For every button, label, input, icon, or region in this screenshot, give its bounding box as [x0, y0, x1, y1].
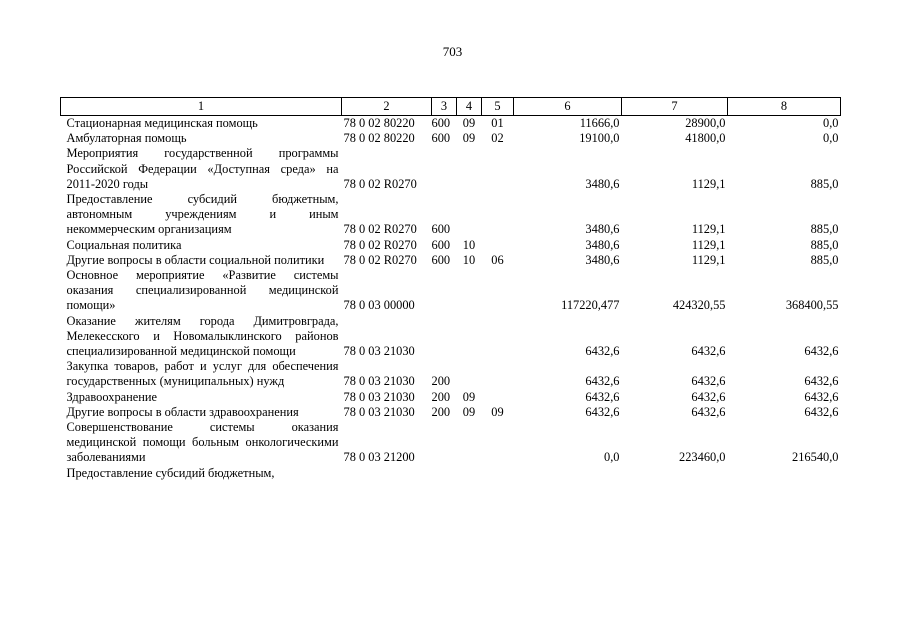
- target-code: 78 0 03 00000: [343, 298, 415, 313]
- table-row: [61, 146, 841, 192]
- row-name: Закупка товаров, работ и услуг для обеспечения государственных (муниципальных) нужд: [66, 359, 339, 389]
- amount-col8: 885,0: [810, 252, 839, 267]
- column-header-8: 8: [728, 98, 841, 116]
- table-row: [61, 390, 841, 405]
- expense-type: 600: [431, 131, 451, 146]
- amount-col8: 0,0: [823, 116, 839, 130]
- table-row: [61, 238, 841, 253]
- amount-col7: [622, 466, 728, 481]
- amount-col8: 885,0: [810, 222, 839, 237]
- row-name: Социальная политика: [66, 237, 182, 252]
- table-body: [61, 116, 841, 481]
- expense-type: 600: [431, 252, 451, 267]
- expense-type: 600: [431, 116, 451, 130]
- section: 09: [462, 131, 476, 146]
- subsection: 06: [491, 252, 504, 267]
- expense-type: [432, 420, 457, 466]
- table-row: [61, 253, 841, 268]
- amount-col6: 3480,6: [585, 252, 620, 267]
- amount-col7: 424320,55: [672, 298, 726, 313]
- expense-type: [432, 268, 457, 314]
- column-header-4: 4: [457, 98, 482, 116]
- row-name: Оказание жителям города Димитровграда, Мелекесского и Новомалыклинского районов специализированной медицинской помощи: [66, 313, 339, 359]
- section: [457, 466, 482, 481]
- section: 10: [462, 237, 476, 252]
- table-header-row: [61, 98, 841, 116]
- section: [457, 359, 482, 389]
- subsection: [482, 192, 514, 238]
- expense-type: [432, 466, 457, 481]
- expense-type: 200: [431, 374, 451, 389]
- amount-col7: 1129,1: [691, 237, 726, 252]
- amount-col7: 6432,6: [691, 344, 726, 359]
- target-code: 78 0 03 21030: [343, 374, 415, 389]
- target-code: 78 0 02 R0270: [343, 237, 417, 252]
- row-name: Совершенствование системы оказания медицинской помощи больным онкологическими заболеваниями: [66, 420, 339, 465]
- row-name: Другие вопросы в области социальной политики: [66, 252, 325, 267]
- row-name: Основное мероприятие «Развитие системы оказания специализированной медицинской помощи»: [66, 268, 339, 313]
- subsection: 02: [491, 131, 504, 146]
- amount-col6: 19100,0: [579, 131, 620, 146]
- subsection: [482, 390, 514, 405]
- amount-col7: 1129,1: [691, 252, 726, 267]
- table-row: [61, 405, 841, 420]
- row-name: Амбулаторная помощь: [66, 131, 187, 146]
- amount-col8: [728, 466, 841, 481]
- amount-col7: 6432,6: [691, 389, 726, 404]
- amount-col7: 1129,1: [691, 222, 726, 237]
- subsection: [482, 420, 514, 466]
- row-name: Мероприятия государственной программы Российской Федерации «Доступная среда» на 2011-2020 годы: [66, 146, 339, 191]
- amount-col8: 6432,6: [804, 344, 839, 359]
- table-row: [61, 314, 841, 360]
- row-name: Предоставление субсидий бюджетным,: [66, 465, 275, 480]
- table-row: [61, 359, 841, 389]
- amount-col6: 117220,477: [561, 298, 620, 313]
- amount-col6: 3480,6: [585, 237, 620, 252]
- section: 10: [462, 252, 476, 267]
- subsection: [482, 466, 514, 481]
- budget-table: [60, 97, 841, 481]
- subsection: 09: [491, 404, 504, 419]
- target-code: 78 0 03 21030: [343, 344, 415, 359]
- amount-col8: 6432,6: [804, 404, 839, 419]
- section: [457, 420, 482, 466]
- target-code: [342, 466, 432, 481]
- table-row: [61, 131, 841, 146]
- table-row: [61, 116, 841, 132]
- subsection: [482, 359, 514, 389]
- amount-col8: 885,0: [810, 237, 839, 252]
- amount-col7: 41800,0: [685, 131, 726, 146]
- section: 09: [462, 116, 476, 130]
- expense-type: 600: [431, 222, 451, 237]
- section: [457, 268, 482, 314]
- row-name: Стационарная медицинская помощь: [66, 116, 258, 130]
- expense-type: [432, 146, 457, 192]
- column-header-1: 1: [61, 98, 342, 116]
- section: 09: [462, 389, 476, 404]
- amount-col6: 3480,6: [585, 176, 620, 191]
- row-name: Предоставление субсидий бюджетным, автономным учреждениям и иным некоммерческим организациям: [66, 192, 339, 237]
- amount-col7: 6432,6: [691, 404, 726, 419]
- table-row: [61, 192, 841, 238]
- target-code: 78 0 03 21030: [343, 404, 415, 419]
- column-header-6: 6: [514, 98, 622, 116]
- amount-col8: 368400,55: [785, 298, 839, 313]
- amount-col6: 6432,6: [585, 389, 620, 404]
- row-name: Здравоохранение: [66, 389, 158, 404]
- target-code: 78 0 02 80220: [343, 116, 415, 130]
- expense-type: 200: [431, 404, 451, 419]
- amount-col6: 3480,6: [585, 222, 620, 237]
- amount-col7: 6432,6: [691, 374, 726, 389]
- amount-col6: 6432,6: [585, 374, 620, 389]
- amount-col7: 1129,1: [691, 176, 726, 191]
- amount-col8: 0,0: [823, 131, 839, 146]
- amount-col8: 6432,6: [804, 389, 839, 404]
- section: [457, 146, 482, 192]
- section: [457, 192, 482, 238]
- expense-type: [432, 314, 457, 360]
- page-number: 703: [442, 44, 463, 59]
- amount-col8: 885,0: [810, 176, 839, 191]
- section: [457, 314, 482, 360]
- subsection: [482, 146, 514, 192]
- column-header-2: 2: [342, 98, 432, 116]
- amount-col7: 223460,0: [679, 450, 726, 465]
- amount-col8: 216540,0: [792, 450, 839, 465]
- amount-col6: 6432,6: [585, 344, 620, 359]
- amount-col6: [514, 466, 622, 481]
- column-header-7: 7: [622, 98, 728, 116]
- target-code: 78 0 02 R0270: [343, 176, 417, 191]
- subsection: [482, 268, 514, 314]
- expense-type: 600: [431, 237, 451, 252]
- subsection: 01: [491, 116, 504, 130]
- row-name: Другие вопросы в области здравоохранения: [66, 404, 299, 419]
- subsection: [482, 238, 514, 253]
- table-row: [61, 420, 841, 466]
- table-row: [61, 268, 841, 314]
- amount-col8: 6432,6: [804, 374, 839, 389]
- column-header-5: 5: [482, 98, 514, 116]
- target-code: 78 0 03 21200: [343, 450, 415, 465]
- amount-col6: 11666,0: [579, 116, 620, 130]
- target-code: 78 0 02 R0270: [343, 252, 417, 267]
- table-row: [61, 466, 841, 481]
- amount-col7: 28900,0: [685, 116, 726, 130]
- amount-col6: 0,0: [604, 450, 620, 465]
- target-code: 78 0 03 21030: [343, 389, 415, 404]
- subsection: [482, 314, 514, 360]
- target-code: 78 0 02 80220: [343, 131, 415, 146]
- target-code: 78 0 02 R0270: [343, 222, 417, 237]
- section: 09: [462, 404, 476, 419]
- amount-col6: 6432,6: [585, 404, 620, 419]
- expense-type: 200: [431, 389, 451, 404]
- column-header-3: 3: [432, 98, 457, 116]
